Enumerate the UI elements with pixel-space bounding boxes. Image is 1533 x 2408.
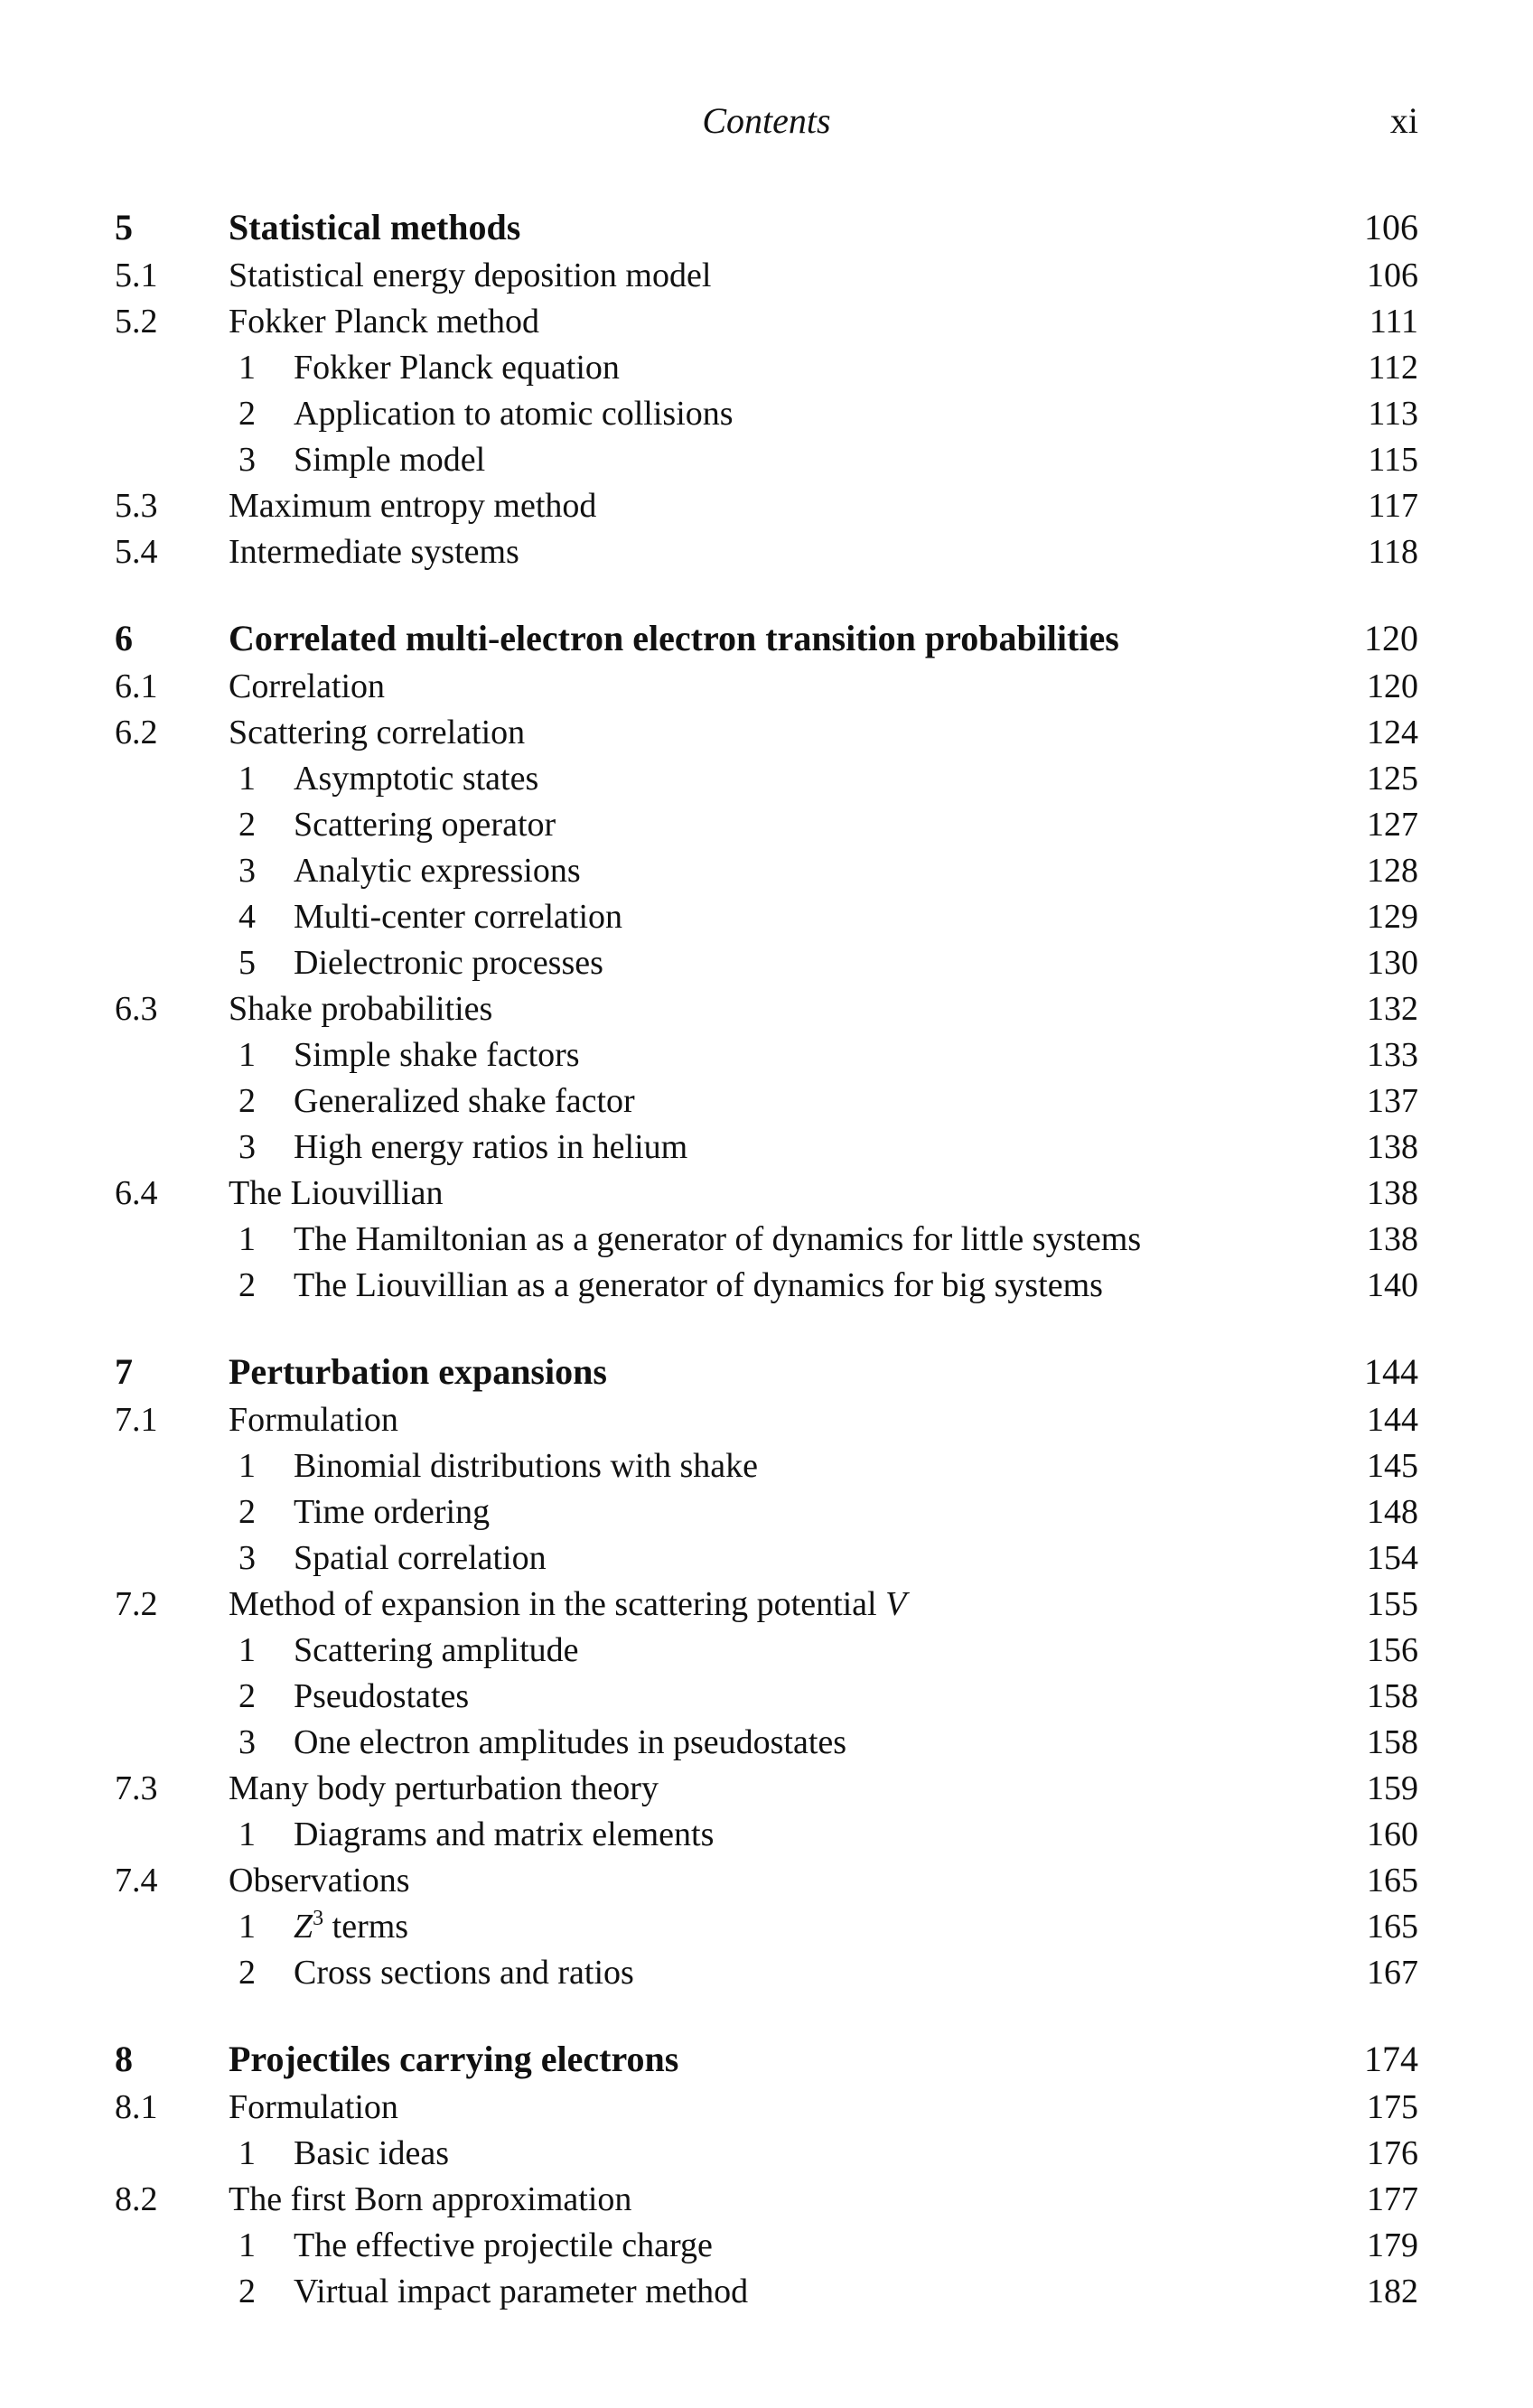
section-title-text: Observations xyxy=(229,1862,410,1899)
subsection-title xyxy=(294,894,622,940)
entry-page: 111 xyxy=(1369,303,1418,341)
entry-page: 112 xyxy=(1368,349,1418,387)
chapter-title: Perturbation expansions xyxy=(229,1351,607,1392)
entry-page: 118 xyxy=(1368,533,1418,571)
section-title xyxy=(229,710,525,756)
section-entry xyxy=(0,710,1533,756)
chapter-block xyxy=(0,613,1533,1309)
subsection-number: 2 xyxy=(238,1266,256,1304)
subsection-title xyxy=(294,940,603,986)
subsection-title xyxy=(294,345,620,391)
subsection-number: 4 xyxy=(238,898,256,936)
running-title: Contents xyxy=(702,100,831,141)
section-entry xyxy=(0,483,1533,529)
entry-page: 115 xyxy=(1368,441,1418,479)
subsection-title-text: Basic ideas xyxy=(294,2134,450,2172)
subsection-entry xyxy=(0,1125,1533,1171)
subsection-title xyxy=(294,1125,687,1171)
subsection-number: 1 xyxy=(238,760,256,798)
entry-page: 128 xyxy=(1367,852,1418,890)
subsection-title-text: Dielectronic processes xyxy=(294,944,603,982)
entry-page: 137 xyxy=(1367,1082,1418,1120)
subsection-title xyxy=(294,802,556,848)
subsection-title-text: The Liouvillian as a generator of dynamics for big systems xyxy=(294,1266,1103,1304)
section-title-text: Formulation xyxy=(229,1401,398,1439)
subsection-number: 5 xyxy=(238,944,256,982)
section-title-text: Shake probabilities xyxy=(229,990,493,1028)
subsection-entry xyxy=(0,1904,1533,1950)
subsection-title xyxy=(294,391,734,437)
page-number: xi xyxy=(1389,100,1418,141)
subsection-number: 2 xyxy=(238,1954,256,1992)
entry-page: 117 xyxy=(1368,487,1418,525)
entry-page: 106 xyxy=(1367,257,1418,294)
subsection-entry xyxy=(0,1720,1533,1766)
math-variable: Z xyxy=(294,1908,313,1946)
subsection-title xyxy=(294,1032,580,1078)
superscript: 3 xyxy=(313,1907,324,1930)
table-of-contents xyxy=(0,202,1533,2353)
entry-page: 176 xyxy=(1367,2134,1418,2172)
section-number: 5.4 xyxy=(115,533,158,571)
subsection-number: 1 xyxy=(238,2134,256,2172)
subsection-title-text: The Hamiltonian as a generator of dynamics for little systems xyxy=(294,1220,1142,1258)
section-title xyxy=(229,299,539,345)
subsection-title xyxy=(294,437,485,483)
subsection-title-text: Cross sections and ratios xyxy=(294,1954,634,1992)
chapter-title: Projectiles carrying electrons xyxy=(229,2039,679,2079)
section-title xyxy=(229,1766,659,1812)
subsection-entry xyxy=(0,1263,1533,1309)
section-entry xyxy=(0,529,1533,575)
subsection-entry xyxy=(0,1812,1533,1858)
subsection-title-text: The effective projectile charge xyxy=(294,2226,713,2264)
subsection-number: 2 xyxy=(238,1677,256,1715)
subsection-entry xyxy=(0,1950,1533,1996)
section-title-text: Method of expansion in the scattering potential xyxy=(229,1585,877,1623)
chapter-number: 5 xyxy=(115,207,133,247)
entry-page: 177 xyxy=(1367,2180,1418,2218)
chapter-page: 120 xyxy=(1364,618,1418,658)
subsection-title-text: Scattering amplitude xyxy=(294,1631,579,1669)
entry-page: 160 xyxy=(1367,1815,1418,1853)
subsection-title xyxy=(294,1217,1141,1263)
chapter-page: 106 xyxy=(1364,207,1418,247)
entry-page: 133 xyxy=(1367,1036,1418,1074)
subsection-title-text: Virtual impact parameter method xyxy=(294,2273,749,2310)
section-entry xyxy=(0,1766,1533,1812)
subsection-entry xyxy=(0,1674,1533,1720)
section-number: 7.1 xyxy=(115,1401,158,1439)
section-title-text: Statistical energy deposition model xyxy=(229,257,712,294)
subsection-entry xyxy=(0,1078,1533,1125)
chapter-block xyxy=(0,1347,1533,1996)
chapter-heading xyxy=(0,1347,1533,1397)
section-title-text: Scattering correlation xyxy=(229,714,526,751)
entry-page: 120 xyxy=(1367,667,1418,705)
subsection-number: 1 xyxy=(238,2226,256,2264)
subsection-entry xyxy=(0,1217,1533,1263)
subsection-entry xyxy=(0,1443,1533,1489)
section-entry xyxy=(0,1171,1533,1217)
subsection-entry xyxy=(0,1489,1533,1535)
section-number: 7.4 xyxy=(115,1862,158,1899)
entry-page: 148 xyxy=(1367,1493,1418,1531)
chapter-number: 8 xyxy=(115,2039,133,2079)
section-title-text: Formulation xyxy=(229,2088,398,2126)
subsection-number: 1 xyxy=(238,1036,256,1074)
subsection-title-text: Simple shake factors xyxy=(294,1036,580,1074)
subsection-entry xyxy=(0,894,1533,940)
section-title xyxy=(229,2085,398,2131)
subsection-title-text: High energy ratios in helium xyxy=(294,1128,688,1166)
subsection-title xyxy=(294,1443,758,1489)
subsection-title-text: Analytic expressions xyxy=(294,852,581,890)
subsection-number: 1 xyxy=(238,1815,256,1853)
section-title-text: Fokker Planck method xyxy=(229,303,540,341)
subsection-number: 2 xyxy=(238,806,256,844)
entry-page: 132 xyxy=(1367,990,1418,1028)
section-title-text: The Liouvillian xyxy=(229,1174,444,1212)
entry-page: 158 xyxy=(1367,1723,1418,1761)
subsection-number: 3 xyxy=(238,1128,256,1166)
section-title xyxy=(229,253,711,299)
entry-page: 127 xyxy=(1367,806,1418,844)
section-title xyxy=(229,1858,410,1904)
subsection-title xyxy=(294,1489,490,1535)
subsection-title-text: Multi-center correlation xyxy=(294,898,623,936)
section-entry xyxy=(0,253,1533,299)
subsection-title-text: Spatial correlation xyxy=(294,1539,547,1577)
section-title xyxy=(229,986,492,1032)
subsection-number: 2 xyxy=(238,1082,256,1120)
chapter-block xyxy=(0,2034,1533,2315)
chapter-block xyxy=(0,202,1533,575)
subsection-title-text: Scattering operator xyxy=(294,806,556,844)
section-title xyxy=(229,529,519,575)
subsection-number: 1 xyxy=(238,349,256,387)
chapter-heading xyxy=(0,613,1533,664)
entry-page: 179 xyxy=(1367,2226,1418,2264)
entry-page: 129 xyxy=(1367,898,1418,936)
entry-page: 165 xyxy=(1367,1908,1418,1946)
subsection-number: 1 xyxy=(238,1220,256,1258)
subsection-title xyxy=(294,1078,635,1125)
subsection-title xyxy=(294,1812,714,1858)
subsection-title-text: Pseudostates xyxy=(294,1677,470,1715)
section-title-text: Maximum entropy method xyxy=(229,487,597,525)
section-title xyxy=(229,483,596,529)
subsection-title-text: Fokker Planck equation xyxy=(294,349,620,387)
section-number: 7.2 xyxy=(115,1585,158,1623)
section-title-text: Intermediate systems xyxy=(229,533,519,571)
entry-page: 159 xyxy=(1367,1769,1418,1807)
section-number: 5.3 xyxy=(115,487,158,525)
subsection-entry xyxy=(0,2223,1533,2269)
subsection-title xyxy=(294,1535,547,1582)
section-entry xyxy=(0,299,1533,345)
subsection-number: 3 xyxy=(238,1723,256,1761)
section-number: 8.2 xyxy=(115,2180,158,2218)
subsection-title-text: Time ordering xyxy=(294,1493,491,1531)
section-number: 6.2 xyxy=(115,714,158,751)
entry-page: 144 xyxy=(1367,1401,1418,1439)
subsection-title xyxy=(294,2269,748,2315)
subsection-entry xyxy=(0,848,1533,894)
subsection-title-text: Diagrams and matrix elements xyxy=(294,1815,715,1853)
entry-page: 113 xyxy=(1368,395,1418,433)
subsection-entry xyxy=(0,2269,1533,2315)
entry-page: 140 xyxy=(1367,1266,1418,1304)
chapter-number: 7 xyxy=(115,1351,133,1392)
entry-page: 138 xyxy=(1367,1220,1418,1258)
entry-page: 138 xyxy=(1367,1174,1418,1212)
entry-page: 154 xyxy=(1367,1539,1418,1577)
subsection-entry xyxy=(0,391,1533,437)
section-title xyxy=(229,1171,443,1217)
subsection-title xyxy=(294,1628,579,1674)
section-entry xyxy=(0,2177,1533,2223)
section-number: 5.2 xyxy=(115,303,158,341)
subsection-number: 2 xyxy=(238,1493,256,1531)
section-title xyxy=(229,2177,631,2223)
section-title xyxy=(229,664,385,710)
entry-page: 125 xyxy=(1367,760,1418,798)
math-variable: V xyxy=(885,1585,907,1623)
section-entry xyxy=(0,664,1533,710)
section-title xyxy=(229,1582,906,1628)
section-title-text: Many body perturbation theory xyxy=(229,1769,659,1807)
subsection-title-text: Asymptotic states xyxy=(294,760,539,798)
subsection-number: 2 xyxy=(238,395,256,433)
subsection-entry xyxy=(0,437,1533,483)
section-number: 6.3 xyxy=(115,990,158,1028)
subsection-title xyxy=(294,1674,469,1720)
subsection-entry xyxy=(0,1628,1533,1674)
chapter-heading xyxy=(0,2034,1533,2085)
chapter-heading xyxy=(0,202,1533,253)
section-entry xyxy=(0,1858,1533,1904)
entry-page: 138 xyxy=(1367,1128,1418,1166)
subsection-title xyxy=(294,1904,408,1950)
section-number: 7.3 xyxy=(115,1769,158,1807)
entry-page: 182 xyxy=(1367,2273,1418,2310)
entry-page: 165 xyxy=(1367,1862,1418,1899)
subsection-entry xyxy=(0,940,1533,986)
chapter-title: Statistical methods xyxy=(229,207,521,247)
subsection-entry xyxy=(0,1032,1533,1078)
chapter-page: 144 xyxy=(1364,1351,1418,1392)
subsection-title-text: Application to atomic collisions xyxy=(294,395,734,433)
chapter-page: 174 xyxy=(1364,2039,1418,2079)
subsection-number: 3 xyxy=(238,1539,256,1577)
subsection-title-text: Simple model xyxy=(294,441,486,479)
subsection-title xyxy=(294,1720,846,1766)
section-title-text: Correlation xyxy=(229,667,386,705)
section-entry xyxy=(0,1397,1533,1443)
entry-page: 130 xyxy=(1367,944,1418,982)
subsection-title-text: Binomial distributions with shake xyxy=(294,1447,759,1485)
subsection-title xyxy=(294,756,538,802)
chapter-title: Correlated multi-electron electron transition probabilities xyxy=(229,618,1119,658)
subsection-entry xyxy=(0,756,1533,802)
entry-page: 167 xyxy=(1367,1954,1418,1992)
subsection-title xyxy=(294,2223,713,2269)
subsection-title xyxy=(294,1263,1103,1309)
subsection-title xyxy=(294,1950,634,1996)
subsection-number: 1 xyxy=(238,1908,256,1946)
section-number: 6.1 xyxy=(115,667,158,705)
section-number: 6.4 xyxy=(115,1174,158,1212)
subsection-entry xyxy=(0,1535,1533,1582)
chapter-number: 6 xyxy=(115,618,133,658)
entry-page: 158 xyxy=(1367,1677,1418,1715)
entry-page: 145 xyxy=(1367,1447,1418,1485)
page-header xyxy=(0,99,1533,154)
subsection-title xyxy=(294,848,581,894)
subsection-number: 1 xyxy=(238,1631,256,1669)
subsection-entry xyxy=(0,2131,1533,2177)
subsection-number: 3 xyxy=(238,441,256,479)
subsection-number: 3 xyxy=(238,852,256,890)
section-number: 8.1 xyxy=(115,2088,158,2126)
entry-page: 124 xyxy=(1367,714,1418,751)
subsection-number: 2 xyxy=(238,2273,256,2310)
section-entry xyxy=(0,2085,1533,2131)
entry-page: 155 xyxy=(1367,1585,1418,1623)
subsection-title-text: Generalized shake factor xyxy=(294,1082,635,1120)
section-title-text: The first Born approximation xyxy=(229,2180,632,2218)
subsection-number: 1 xyxy=(238,1447,256,1485)
subsection-title-text: One electron amplitudes in pseudostates xyxy=(294,1723,847,1761)
subsection-title-text: terms xyxy=(323,1908,409,1946)
subsection-entry xyxy=(0,802,1533,848)
entry-page: 175 xyxy=(1367,2088,1418,2126)
section-number: 5.1 xyxy=(115,257,158,294)
subsection-entry xyxy=(0,345,1533,391)
section-entry xyxy=(0,1582,1533,1628)
subsection-title xyxy=(294,2131,449,2177)
entry-page: 156 xyxy=(1367,1631,1418,1669)
section-title xyxy=(229,1397,398,1443)
section-entry xyxy=(0,986,1533,1032)
